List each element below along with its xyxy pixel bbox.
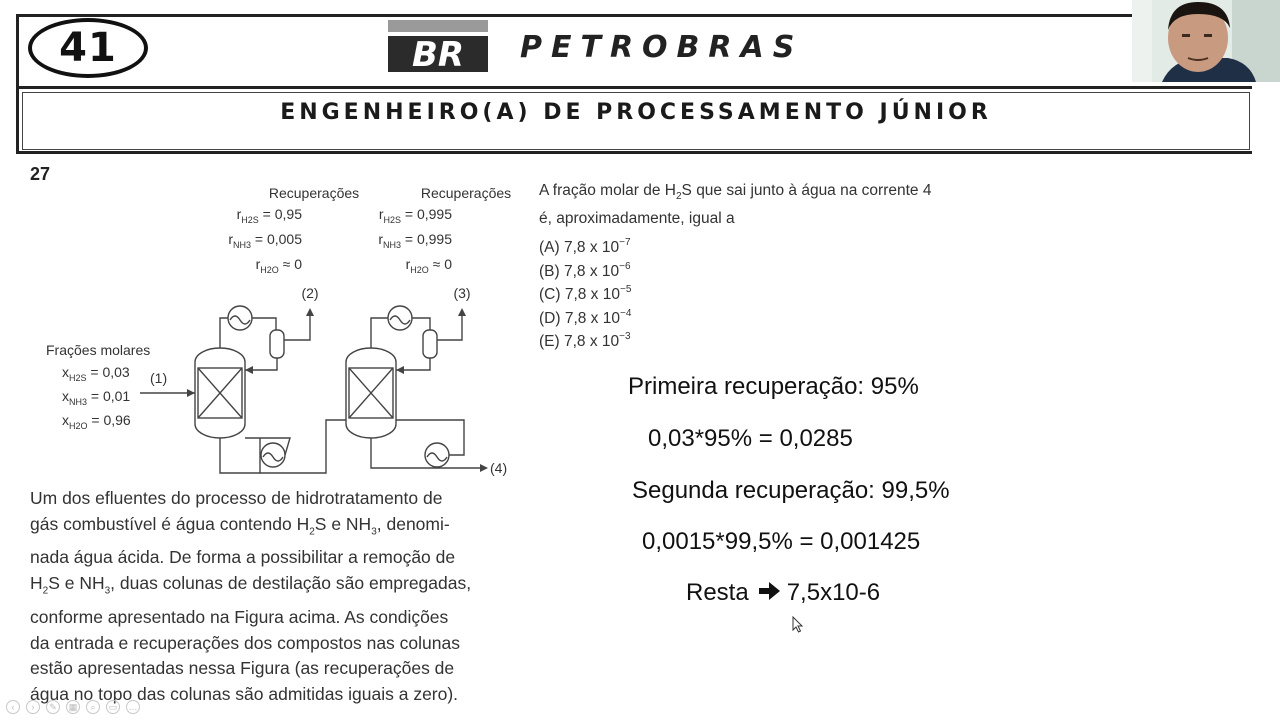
feed-title: Frações molares (46, 342, 151, 358)
svg-text:rH2O ≈ 0: $r_{H2O} \approx 0$ (255, 256, 302, 275)
solution-line-5 (686, 579, 880, 607)
solution-line-3: Segunda recuperação: 99,5% (632, 477, 950, 504)
subtitles-icon[interactable]: ▭ (106, 700, 120, 714)
mouse-cursor-icon (792, 616, 804, 634)
stream-4-label: (4) (490, 460, 508, 476)
stream-2-label: (2) (301, 285, 319, 301)
col2-title: Recuperações (420, 185, 512, 201)
presentation-toolbar (6, 700, 140, 716)
next-slide-icon[interactable]: › (26, 700, 40, 714)
svg-text:xH2S = 0,03: $x_{H2S} = 0,03$ (62, 364, 130, 383)
header-divider (16, 86, 1252, 89)
svg-text:xH2O = 0,96: $x_{H2O} = 0,96$ (62, 412, 131, 431)
question-number: 27 (30, 164, 51, 184)
br-logo-text: BR (411, 35, 465, 72)
process-flow-diagram (40, 180, 540, 480)
presenter-avatar (1132, 0, 1280, 82)
pen-icon[interactable]: ✎ (46, 700, 60, 714)
col2-r2: r (378, 231, 383, 247)
answer-options (539, 231, 631, 349)
right-arrow-icon (757, 580, 781, 602)
option-e[interactable]: (E) 7,8 x $10^{-3}$ (539, 331, 631, 350)
previous-slide-icon[interactable]: ‹ (6, 700, 20, 714)
brand-name: PETROBRAS (520, 30, 804, 65)
col1-title: Recuperações (268, 185, 360, 201)
svg-text:xNH3 = 0,01: $x_{NH3} = 0,01$ (62, 388, 131, 407)
col2-r3: r (405, 256, 411, 272)
col1-r2: r (228, 231, 233, 247)
col2-r1: r (378, 206, 384, 222)
option-c[interactable]: (C) 7,8 x $10^{-5}$ (539, 284, 632, 303)
solution-line-1: Primeira recuperação: 95% (628, 373, 919, 400)
solution-line-4: 0,0015*99,5% = 0,001425 (642, 528, 921, 555)
feed-nh3: x (62, 388, 69, 404)
option-b[interactable]: (B) 7,8 x $10^{-6}$ (539, 260, 631, 280)
col1-r3: r (255, 256, 261, 272)
stream-1-label: (1) (150, 370, 168, 386)
br-logo-icon (388, 20, 488, 72)
stream-3-label: (3) (453, 285, 471, 301)
svg-text:rH2S = 0,95: $r_{H2S} = 0,95$ (236, 206, 302, 225)
more-options-icon[interactable]: … (126, 700, 140, 714)
feed-h2o: x (62, 412, 69, 428)
slides-grid-icon[interactable]: ▦ (66, 700, 80, 714)
option-a[interactable]: (A) 7,8 x $10^{-7}$ (539, 237, 631, 256)
question-stem: A fração molar de $H_2S$ que sai junto à água na corrente 4 é, aproximadamente, igual a (539, 182, 932, 228)
option-d[interactable]: (D) 7,8 x $10^{-4}$ (539, 307, 632, 327)
zoom-icon[interactable]: ⌕ (86, 700, 100, 714)
svg-text:rH2S = 0,995: $r_{H2S} = 0,995$ (378, 206, 452, 225)
remainder-label: Resta (686, 579, 749, 606)
svg-text:rNH3 = 0,995: $r_{NH3} = 0,995$ (378, 231, 452, 250)
question-context-paragraph: Um dos efluentes do processo de hidrotratamento de gás combustível é água contendo $H_2S$ e $NH_3$, denomi- nada água ácida. De forma a possibilitar a remoção de $H_2S$ e $NH_3$, duas colunas de destilação são empregadas, conforme apresentado na Figura acima. As condições da entrada e recuperações dos compostos nas colunas estão apresentadas nessa Figura (as recuperações de água no topo das colunas são admitidas iguais a zero). (30, 488, 472, 705)
col1-r1: r (236, 206, 242, 222)
webcam-overlay (1132, 0, 1280, 82)
question-badge: 41 (28, 18, 148, 78)
exam-title: ENGENHEIRO(A) DE PROCESSAMENTO JÚNIOR (280, 100, 992, 125)
svg-text:rNH3 = 0,005: $r_{NH3} = 0,005$ (228, 231, 302, 250)
remainder-value: 7,5x10-6 (786, 579, 881, 606)
solution-line-2: 0,03*95% = 0,0285 (648, 425, 853, 452)
feed-h2s: x (62, 364, 69, 380)
svg-text:rH2O ≈ 0: $r_{H2O} \approx 0$ (405, 256, 452, 275)
